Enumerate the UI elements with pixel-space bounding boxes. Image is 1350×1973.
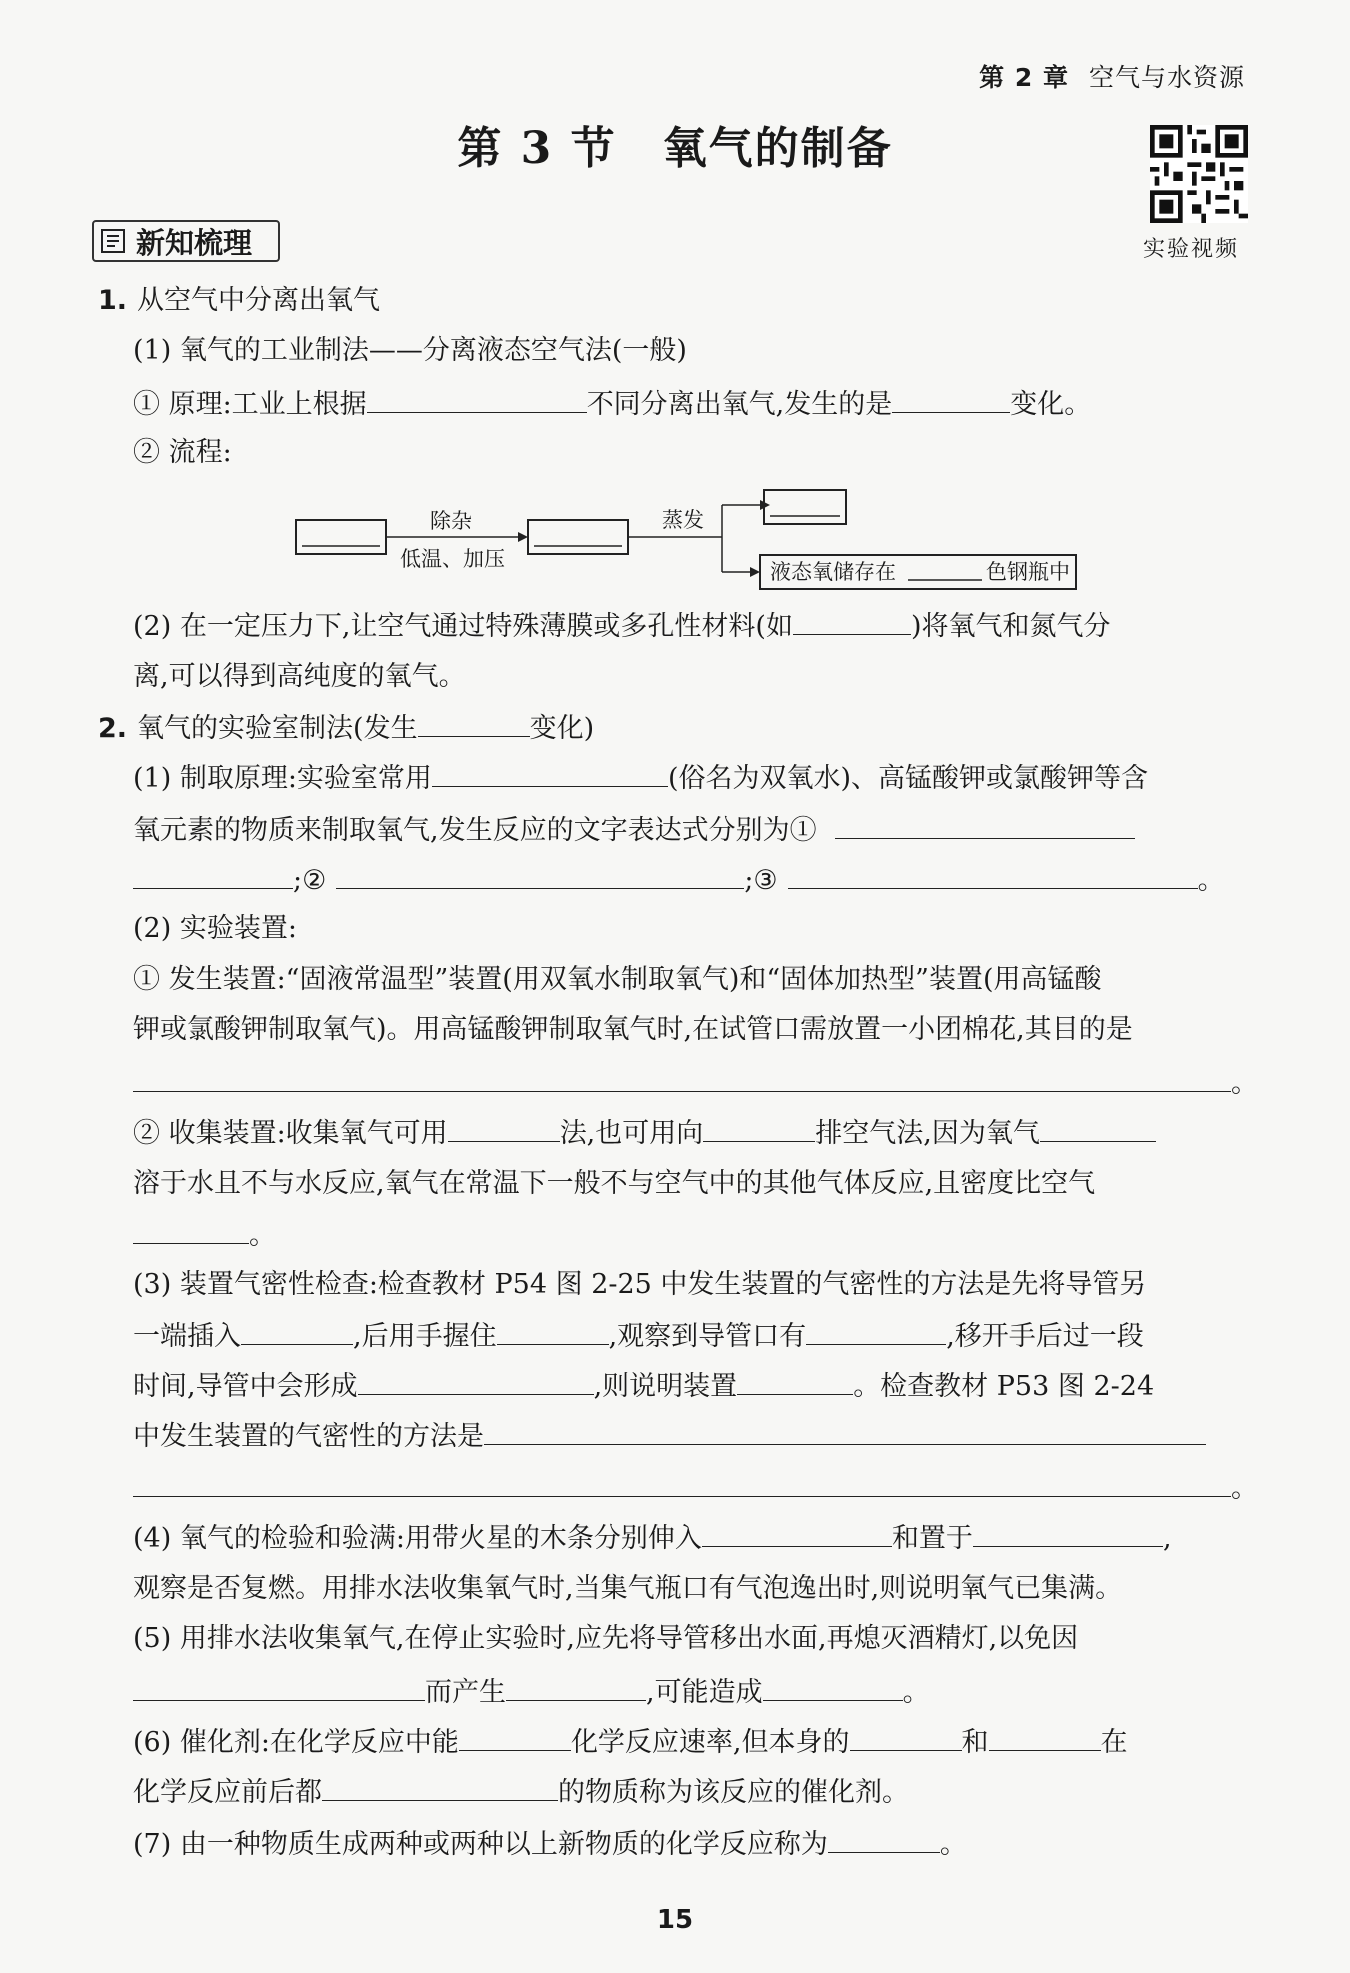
blank[interactable]: [484, 1418, 1206, 1445]
qr-caption: 实验视频: [1143, 237, 1240, 262]
blank[interactable]: [133, 1217, 249, 1244]
line-11: (2) 实验装置:: [133, 913, 297, 944]
line-text: 不同分离出氧气,发生的是: [586, 389, 893, 420]
line-text: 氧元素的物质来制取氧气,发生反应的文字表达式分别为①: [133, 815, 817, 846]
flow-label-bottom-1: 低温、加压: [400, 547, 505, 571]
line-22: [133, 1470, 1258, 1506]
blank[interactable]: [702, 1520, 892, 1547]
item-number: 2.: [98, 713, 128, 744]
line-21: [133, 1418, 1206, 1454]
line-5: [133, 608, 1111, 644]
line-2: (1) 氧气的工业制法——分离液态空气法(一般): [133, 335, 687, 366]
flow-diagram: [290, 480, 1090, 600]
line-19: [133, 1318, 1144, 1354]
page-number: 15: [656, 1905, 694, 1935]
line-text: ,则说明装置: [593, 1371, 738, 1402]
line-text: ,: [1162, 1523, 1172, 1554]
line-9: [133, 812, 1135, 848]
line-text: 从空气中分离出氧气: [137, 285, 381, 316]
line-text: 而产生: [425, 1677, 506, 1708]
blank[interactable]: [418, 710, 530, 737]
line-4: ② 流程:: [133, 437, 232, 468]
qr-code-icon[interactable]: [1150, 125, 1248, 223]
line-text: 。: [1231, 1473, 1258, 1504]
line-10: [133, 862, 1225, 898]
blank[interactable]: [133, 1470, 1231, 1497]
blank[interactable]: [336, 862, 744, 889]
line-text: 变化): [529, 713, 595, 744]
blank[interactable]: [133, 1674, 425, 1701]
section-tag: [92, 220, 280, 262]
chapter-number: 第 2 章: [979, 63, 1069, 92]
chapter-header: [979, 58, 1245, 94]
line-text: 一端插入: [133, 1321, 241, 1352]
line-28: [133, 1774, 909, 1810]
line-17: [133, 1217, 276, 1253]
line-text: ;②: [293, 865, 327, 896]
line-text: ,观察到导管口有: [608, 1321, 807, 1352]
blank[interactable]: [989, 1724, 1101, 1751]
line-3: [133, 386, 1091, 422]
line-text: 和置于: [891, 1523, 973, 1554]
line-text: ① 原理:工业上根据: [133, 389, 367, 420]
line-text: ,移开手后过一段: [946, 1321, 1144, 1352]
line-text: 化学反应速率,但本身的: [570, 1727, 850, 1758]
blank[interactable]: [459, 1724, 571, 1751]
line-text: 。: [902, 1677, 930, 1708]
blank[interactable]: [788, 862, 1198, 889]
blank[interactable]: [1040, 1115, 1156, 1142]
blank[interactable]: [506, 1674, 646, 1701]
line-text: (2) 在一定压力下,让空气通过特殊薄膜或多孔性材料(如: [133, 611, 793, 642]
flow-box-1: [296, 520, 386, 554]
flow-box-text-b: 色钢瓶中: [986, 560, 1070, 584]
line-text: 的物质称为该反应的催化剂。: [558, 1777, 909, 1808]
blank[interactable]: [806, 1318, 946, 1345]
line-12: ① 发生装置:“固液常温型”装置(用双氧水制取氧气)和“固体加热型”装置(用高锰酸: [133, 964, 1102, 995]
blank[interactable]: [241, 1318, 353, 1345]
blank[interactable]: [828, 1826, 940, 1853]
line-text: 化学反应前后都: [133, 1777, 322, 1808]
line-18: (3) 装置气密性检查:检查教材 P54 图 2-25 中发生装置的气密性的方法是先将导管另: [133, 1269, 1147, 1300]
blank[interactable]: [133, 1065, 1231, 1092]
chapter-title: 空气与水资源: [1088, 63, 1245, 92]
line-20: [133, 1368, 1154, 1404]
section-tag-label: 新知梳理: [136, 225, 253, 260]
line-text: 。: [1231, 1068, 1258, 1099]
line-6: 离,可以得到高纯度的氧气。: [133, 661, 466, 692]
blank[interactable]: [497, 1318, 609, 1345]
blank[interactable]: [133, 862, 293, 889]
flow-box-text-a: 液态氧储存在: [770, 560, 896, 584]
blank[interactable]: [737, 1368, 853, 1395]
item-1: [98, 284, 380, 318]
line-text: (1) 制取原理:实验室常用: [133, 763, 432, 794]
line-24: 观察是否复燃。用排水法收集氧气时,当集气瓶口有气泡逸出时,则说明氧气已集满。: [133, 1573, 1123, 1604]
line-text: 时间,导管中会形成: [133, 1371, 358, 1402]
flow-label-top-1: 除杂: [430, 509, 472, 533]
blank[interactable]: [850, 1724, 962, 1751]
line-29: [133, 1826, 967, 1862]
line-text: 排空气法,因为氧气: [815, 1118, 1040, 1149]
item-2: [98, 710, 594, 746]
line-text: 。检查教材 P53 图 2-24: [853, 1371, 1155, 1402]
line-text: (7) 由一种物质生成两种或两种以上新物质的化学反应称为: [133, 1829, 828, 1860]
blank[interactable]: [763, 1674, 903, 1701]
line-text: ,可能造成: [646, 1677, 763, 1708]
line-text: 和: [961, 1727, 989, 1758]
blank[interactable]: [448, 1115, 560, 1142]
blank[interactable]: [358, 1368, 594, 1395]
blank[interactable]: [973, 1520, 1163, 1547]
line-23: [133, 1520, 1172, 1556]
line-text: 。: [939, 1829, 967, 1860]
line-text: 在: [1100, 1727, 1128, 1758]
line-text: 变化。: [1010, 389, 1092, 420]
line-8: [133, 760, 1148, 796]
line-text: ,后用手握住: [353, 1321, 497, 1352]
line-text: ② 收集装置:收集氧气可用: [133, 1118, 448, 1149]
section-title: 第 3 节 氧气的制备: [457, 123, 893, 174]
flow-box-3: [764, 490, 846, 524]
line-text: 。: [249, 1220, 276, 1251]
line-26: [133, 1674, 930, 1710]
line-14: [133, 1065, 1258, 1101]
line-text: (6) 催化剂:在化学反应中能: [133, 1727, 459, 1758]
line-text: (4) 氧气的检验和验满:用带火星的木条分别伸入: [133, 1523, 702, 1554]
line-25: (5) 用排水法收集氧气,在停止实验时,应先将导管移出水面,再熄灭酒精灯,以免因: [133, 1623, 1079, 1654]
line-text: ;③: [744, 865, 778, 896]
flow-label-top-2: 蒸发: [662, 508, 704, 532]
line-text: (俗名为双氧水)、高锰酸钾或氯酸钾等含: [667, 763, 1149, 794]
line-13: 钾或氯酸钾制取氧气)。用高锰酸钾制取氧气时,在试管口需放置一小团棉花,其目的是: [133, 1014, 1133, 1045]
book-icon: [100, 228, 128, 254]
blank[interactable]: [322, 1774, 558, 1801]
line-text: 氧气的实验室制法(发生: [137, 713, 418, 744]
line-15: [133, 1115, 1156, 1151]
blank[interactable]: [367, 386, 587, 413]
blank[interactable]: [432, 760, 668, 787]
blank[interactable]: [835, 812, 1135, 839]
line-text: 。: [1197, 865, 1225, 896]
line-text: 中发生装置的气密性的方法是: [133, 1421, 484, 1452]
blank[interactable]: [703, 1115, 815, 1142]
line-27: [133, 1724, 1128, 1760]
blank[interactable]: [892, 386, 1010, 413]
item-number: 1.: [98, 285, 128, 316]
line-text: 法,也可用向: [559, 1118, 704, 1149]
line-16: 溶于水且不与水反应,氧气在常温下一般不与空气中的其他气体反应,且密度比空气: [133, 1168, 1096, 1199]
blank[interactable]: [793, 608, 911, 635]
flow-box-2: [528, 520, 628, 554]
line-text: )将氧气和氮气分: [910, 611, 1111, 642]
